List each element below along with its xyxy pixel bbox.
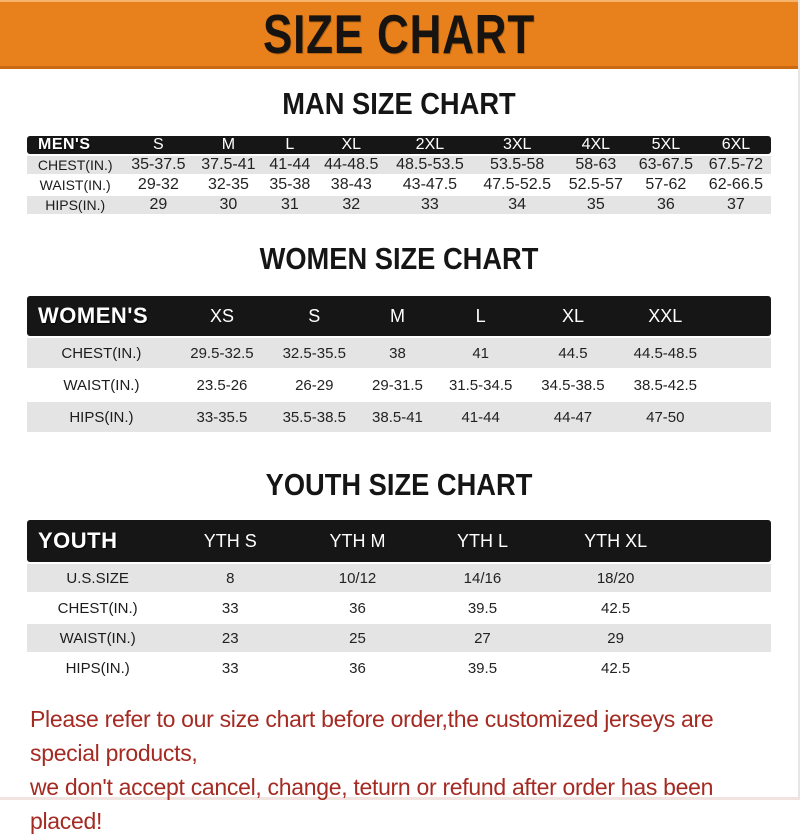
man-size-cell: 36: [631, 196, 701, 214]
women-size-cell: 32.5-35.5: [268, 338, 360, 368]
youth-row-spacer: [689, 624, 771, 652]
women-size-cell: 31.5-34.5: [435, 370, 527, 400]
man-size-cell: 67.5-72: [701, 156, 771, 174]
man-size-header-4: XL: [316, 136, 386, 154]
page-title: SIZE CHART: [263, 3, 535, 65]
youth-size-cell: 36: [292, 654, 423, 682]
youth-size-cell: 27: [423, 624, 542, 652]
women-size-cell: 38.5-42.5: [619, 370, 711, 400]
man-size-cell: 33: [386, 196, 473, 214]
youth-size-cell: 18/20: [542, 564, 689, 592]
women-size-cell: 44-47: [527, 402, 619, 432]
women-row-label: HIPS(IN.): [27, 402, 176, 432]
women-size-cell: 26-29: [268, 370, 360, 400]
man-size-cell: 53.5-58: [474, 156, 561, 174]
man-table-row: [27, 196, 771, 214]
women-table-row: [27, 402, 771, 432]
youth-size-cell: 33: [168, 654, 292, 682]
women-size-cell: 34.5-38.5: [527, 370, 619, 400]
youth-table-row: [27, 654, 771, 682]
women-size-cell: 38: [360, 338, 434, 368]
man-size-header-6: 3XL: [474, 136, 561, 154]
man-size-cell: 44-48.5: [316, 156, 386, 174]
women-size-cell: 44.5: [527, 338, 619, 368]
youth-size-cell: 42.5: [542, 654, 689, 682]
man-size-cell: 41-44: [263, 156, 316, 174]
man-size-cell: 62-66.5: [701, 176, 771, 194]
man-size-header-7: 4XL: [561, 136, 631, 154]
women-size-cell: 33-35.5: [176, 402, 268, 432]
disclaimer-line-2: we don't accept cancel, change, teturn or refund after order has been placed!: [30, 774, 714, 835]
size-chart-sections: [0, 86, 798, 684]
youth-size-table: [27, 518, 771, 684]
youth-size-cell: 33: [168, 594, 292, 622]
man-table-row: [27, 156, 771, 174]
women-size-header-1: XS: [176, 296, 268, 336]
youth-header-spacer: [689, 520, 771, 562]
women-header-spacer: [711, 296, 771, 336]
youth-size-header-2: YTH M: [292, 520, 423, 562]
youth-table-row: [27, 624, 771, 652]
women-row-label: CHEST(IN.): [27, 338, 176, 368]
man-size-cell: 35: [561, 196, 631, 214]
women-table-row: [27, 338, 771, 368]
man-size-cell: 58-63: [561, 156, 631, 174]
youth-size-cell: 8: [168, 564, 292, 592]
youth-size-cell: 10/12: [292, 564, 423, 592]
women-size-cell: 41: [435, 338, 527, 368]
women-size-header-3: M: [360, 296, 434, 336]
man-size-table: [27, 134, 771, 216]
man-size-cell: 63-67.5: [631, 156, 701, 174]
women-size-cell: 41-44: [435, 402, 527, 432]
man-size-header-1: S: [123, 136, 193, 154]
youth-table-row: [27, 564, 771, 592]
women-row-spacer: [711, 402, 771, 432]
youth-corner-label: YOUTH: [27, 520, 168, 562]
man-size-cell: 29: [123, 196, 193, 214]
women-row-spacer: [711, 338, 771, 368]
man-size-cell: 31: [263, 196, 316, 214]
man-size-header-9: 6XL: [701, 136, 771, 154]
women-corner-label: WOMEN'S: [27, 296, 176, 336]
disclaimer-line-1: Please refer to our size chart before order,the customized jerseys are special products,: [30, 706, 714, 767]
youth-row-label: HIPS(IN.): [27, 654, 168, 682]
size-chart-banner: [0, 0, 798, 69]
man-row-label: CHEST(IN.): [27, 156, 123, 174]
youth-section-heading: YOUTH SIZE CHART: [265, 467, 533, 502]
youth-row-spacer: [689, 594, 771, 622]
women-row-spacer: [711, 370, 771, 400]
man-size-cell: 38-43: [316, 176, 386, 194]
youth-size-header-1: YTH S: [168, 520, 292, 562]
man-table-row: [27, 176, 771, 194]
women-size-cell: 29-31.5: [360, 370, 434, 400]
youth-row-label: U.S.SIZE: [27, 564, 168, 592]
man-size-cell: 35-38: [263, 176, 316, 194]
women-table-row: [27, 370, 771, 400]
youth-header-row: [27, 520, 771, 562]
women-size-cell: 29.5-32.5: [176, 338, 268, 368]
youth-row-label: WAIST(IN.): [27, 624, 168, 652]
man-size-header-5: 2XL: [386, 136, 473, 154]
youth-size-cell: 36: [292, 594, 423, 622]
man-size-cell: 52.5-57: [561, 176, 631, 194]
women-size-header-5: XL: [527, 296, 619, 336]
women-section-heading: WOMEN SIZE CHART: [259, 241, 539, 276]
youth-row-label: CHEST(IN.): [27, 594, 168, 622]
man-size-header-8: 5XL: [631, 136, 701, 154]
youth-size-cell: 25: [292, 624, 423, 652]
man-size-cell: 29-32: [123, 176, 193, 194]
man-size-cell: 32: [316, 196, 386, 214]
man-section-heading: MAN SIZE CHART: [282, 86, 516, 121]
women-size-cell: 47-50: [619, 402, 711, 432]
man-size-cell: 37.5-41: [193, 156, 263, 174]
women-size-table: [27, 294, 771, 434]
youth-size-header-4: YTH XL: [542, 520, 689, 562]
man-corner-label: MEN'S: [27, 136, 123, 154]
women-size-cell: 23.5-26: [176, 370, 268, 400]
youth-size-cell: 39.5: [423, 594, 542, 622]
man-size-header-2: M: [193, 136, 263, 154]
women-row-label: WAIST(IN.): [27, 370, 176, 400]
youth-size-cell: 14/16: [423, 564, 542, 592]
man-size-cell: 35-37.5: [123, 156, 193, 174]
man-size-cell: 57-62: [631, 176, 701, 194]
women-size-cell: 35.5-38.5: [268, 402, 360, 432]
man-row-label: WAIST(IN.): [27, 176, 123, 194]
youth-table-row: [27, 594, 771, 622]
man-size-cell: 34: [474, 196, 561, 214]
disclaimer-footer: [30, 702, 770, 838]
women-size-header-6: XXL: [619, 296, 711, 336]
man-row-label: HIPS(IN.): [27, 196, 123, 214]
women-header-row: [27, 296, 771, 336]
women-size-cell: 38.5-41: [360, 402, 434, 432]
man-size-cell: 43-47.5: [386, 176, 473, 194]
man-size-cell: 30: [193, 196, 263, 214]
youth-size-cell: 29: [542, 624, 689, 652]
women-size-cell: 44.5-48.5: [619, 338, 711, 368]
man-size-cell: 47.5-52.5: [474, 176, 561, 194]
women-size-header-2: S: [268, 296, 360, 336]
youth-size-cell: 42.5: [542, 594, 689, 622]
youth-size-cell: 23: [168, 624, 292, 652]
man-size-cell: 32-35: [193, 176, 263, 194]
man-size-cell: 37: [701, 196, 771, 214]
man-size-header-3: L: [263, 136, 316, 154]
youth-row-spacer: [689, 654, 771, 682]
youth-size-header-3: YTH L: [423, 520, 542, 562]
youth-row-spacer: [689, 564, 771, 592]
man-size-cell: 48.5-53.5: [386, 156, 473, 174]
youth-size-cell: 39.5: [423, 654, 542, 682]
women-size-header-4: L: [435, 296, 527, 336]
man-header-row: [27, 136, 771, 154]
